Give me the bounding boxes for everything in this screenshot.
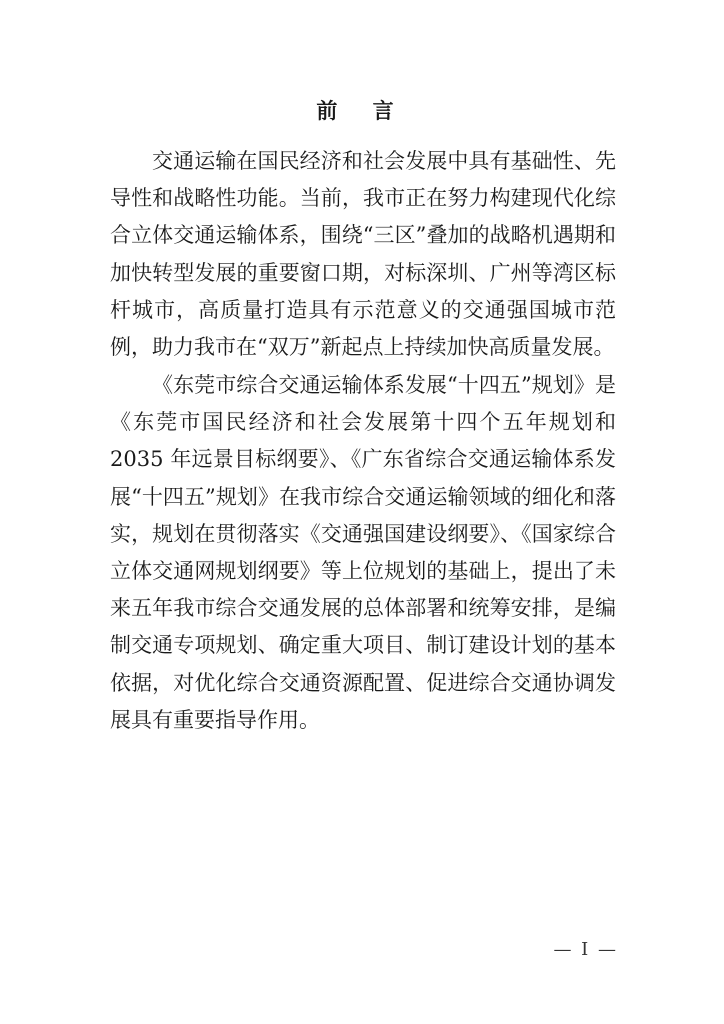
paragraph-2: 《东莞市综合交通运输体系发展“十四五”规划》是《东莞市国民经济和社会发展第十四个五年规划和 2035 年远景目标纲要》、《广东省综合交通运输体系发展“十四五”规划》在我市综合交通运输领域的细化和落实，规划在贯彻落实《交通强国建设纲要》、《国家综合立体交通网规划纲要》等上位规划的基础上，提出了未来五年我市综合交通发展的总体部署和统筹安排，是编制交通专项规划、确定重大项目、制订建设计划的基本依据，对优化综合交通资源配置、促进综合交通协调发展具有重要指导作用。 xyxy=(110,373,616,732)
page-title: 前 言 xyxy=(316,98,408,123)
paragraph-1: 交通运输在国民经济和社会发展中具有基础性、先导性和战略性功能。当前，我市正在努力构建现代化综合立体交通运输体系，围绕“三区”叠加的战略机遇期和加快转型发展的重要窗口期，对标深圳、广州等湾区标杆城市，高质量打造具有示范意义的交通强国城市范例，助力我市在“双万”新起点上持续加快高质量发展。 xyxy=(110,149,616,360)
page-number: — I — xyxy=(553,939,618,960)
